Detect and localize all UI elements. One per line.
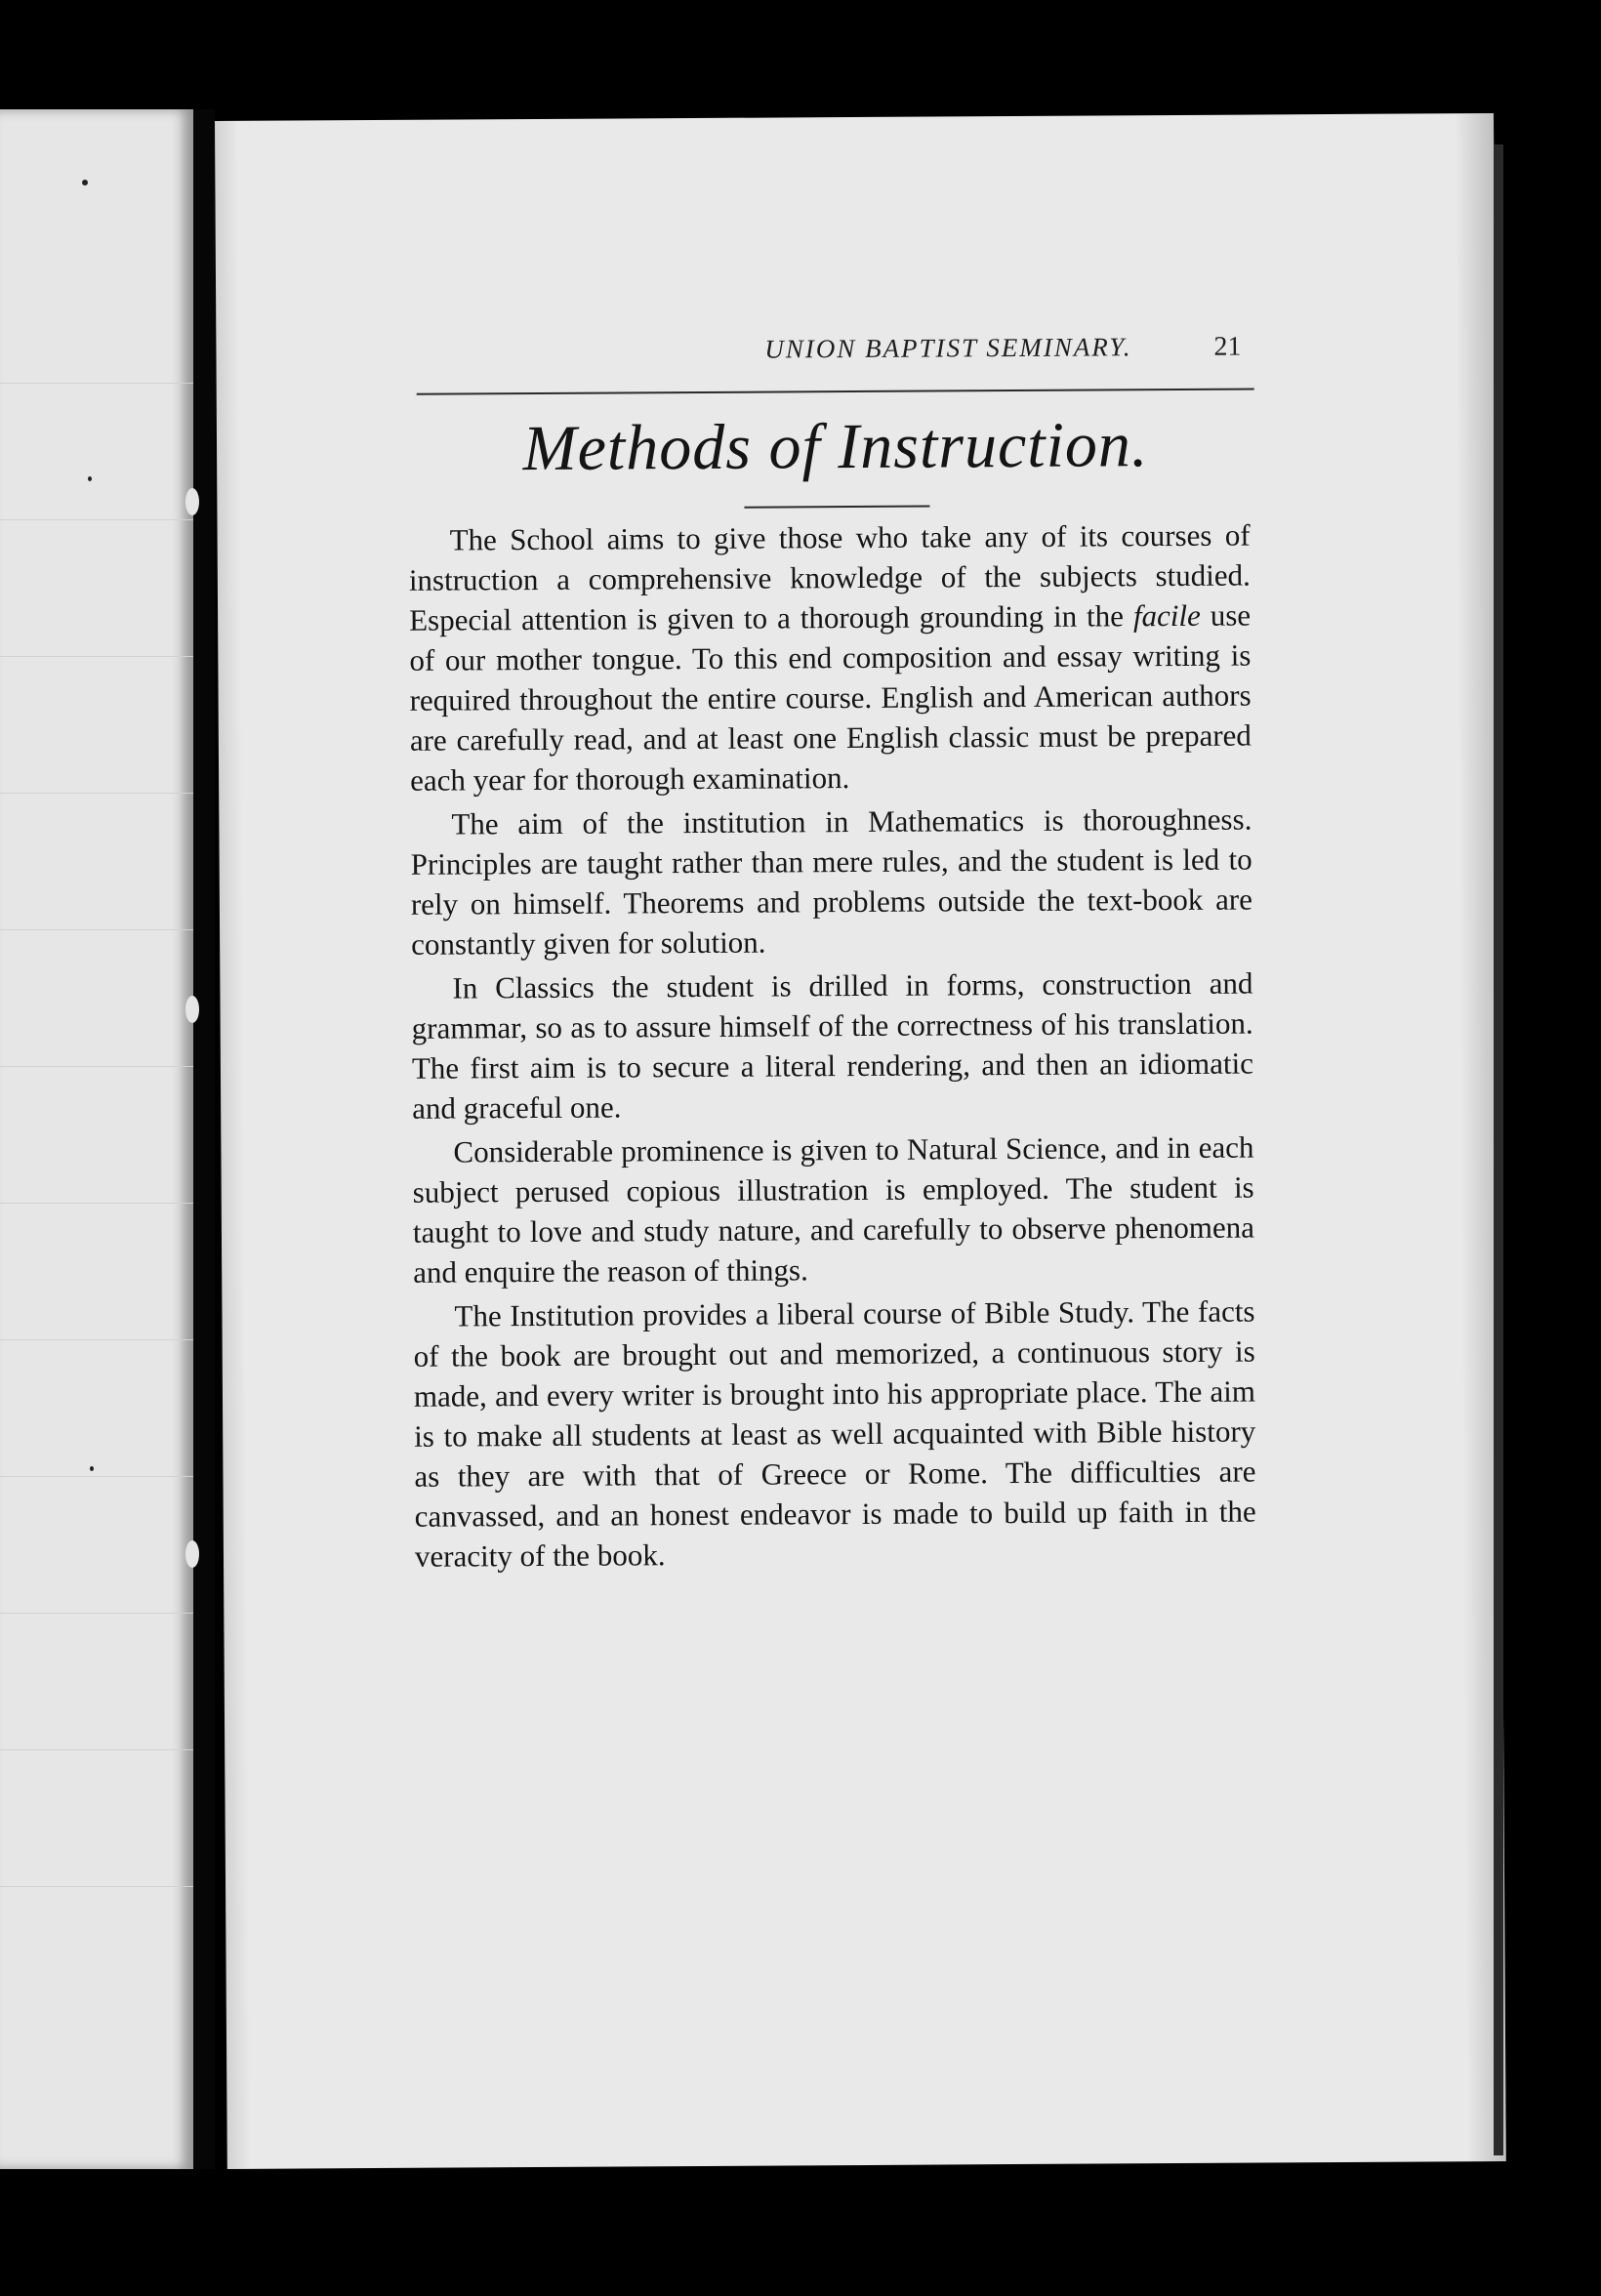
- page-number: 21: [1213, 331, 1242, 362]
- page-edge: [1494, 144, 1503, 2155]
- paragraph-english: [409, 515, 1252, 800]
- running-head: UNION BAPTIST SEMINARY.: [764, 332, 1132, 364]
- italic-word: facile: [1132, 597, 1201, 634]
- page-title: Methods of Instruction.: [522, 409, 1149, 485]
- paragraph-classics: In Classics the student is drilled in forms, construction and grammar, so as to assure himself of the correctness of his translation. The first aim is to secure a literal rendering, and then an idiomatic and graceful one.: [411, 965, 1254, 1126]
- facing-page: [0, 109, 193, 2169]
- body-text: [409, 515, 1257, 1580]
- binding-stitch: [185, 996, 199, 1023]
- title-rule: [744, 506, 929, 509]
- book-page: [215, 113, 1506, 2169]
- header-rule: [417, 389, 1254, 395]
- paragraph-mathematics: The aim of the institution in Mathematics is thoroughness. Principles are taught rather than mere rules, and the student is led to rely on himself. Theorems and problems outside the text-book are constantly given for solution.: [410, 801, 1252, 962]
- paragraph-natural-science: Considerable prominence is given to Natural Science, and in each subject perused copious illustration is employed. The student is taught to love and study nature, and carefully to observe phenomena and enquire the reason of things.: [412, 1129, 1255, 1290]
- paragraph-text: use of our mother tongue. To this end composition and essay writing is required throughout the entire course. English and American authors are carefully read, and at least one English classic must be prepared each year for thorough examination.: [409, 597, 1252, 798]
- binding-stitch: [185, 1540, 199, 1568]
- book-gutter: [193, 109, 215, 2169]
- binding-stitch: [185, 488, 199, 515]
- paragraph-bible-study: The Institution provides a liberal course of Bible Study. The facts of the book are brought out and memorized, a continuous story is made, and every writer is brought into his appropriate place. The aim is to make all students at least as well acquainted with Bible history as they are with that of Greece or Rome. The difficulties are canvassed, and an honest endeavor is made to build up faith in the veracity of the book.: [413, 1293, 1256, 1574]
- paragraph-text: The School aims to give those who take any of its courses of instruction a comprehensive knowledge of the subjects studied. Especial attention is given to a thorough grounding in the: [408, 517, 1251, 637]
